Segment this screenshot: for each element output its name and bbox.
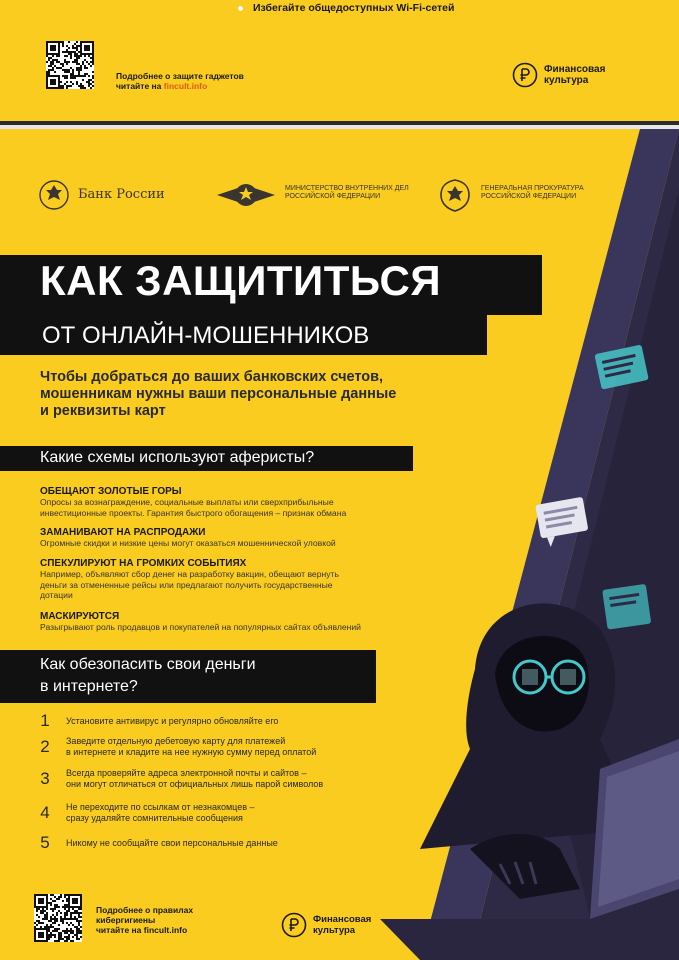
scheme-item	[40, 527, 470, 549]
scheme-title: ЗАМАНИВАЮТ НА РАСПРОДАЖИ	[40, 527, 206, 538]
step-number: 2	[40, 737, 50, 756]
qr-code-icon[interactable]	[34, 894, 82, 942]
page-subtitle: ОТ ОНЛАЙН-МОШЕННИКОВ	[42, 322, 370, 349]
fincult-ruble-logo-icon	[281, 912, 307, 938]
bottom-more-line1: Подробнее о правилах	[96, 905, 194, 915]
page-title: КАК ЗАЩИТИТЬСЯ	[40, 257, 442, 304]
top-bullet-text: Избегайте общедоступных Wi-Fi-сетей	[253, 2, 455, 14]
step-item	[38, 802, 436, 824]
bottom-more-prefix: читайте на	[96, 925, 144, 935]
scheme-text-line: Например, объявляют сбор денег на разработку вакцин, обещают вернуть	[40, 569, 339, 579]
step-line: они могут отличаться от официальных лишь парой символов	[66, 779, 324, 789]
top-more-line2	[116, 81, 296, 91]
top-more-prefix: читайте на	[116, 81, 164, 91]
bottom-more-line2: кибергигиены	[96, 915, 156, 925]
mvd-line2: РОССИЙСКОЙ ФЕДЕРАЦИИ	[285, 193, 381, 200]
top-more-info	[116, 71, 296, 91]
scheme-text-line: Разыгрывают роль продавцов и покупателей на популярных сайтах объявлений	[40, 622, 361, 632]
step-line: Никому не сообщайте свои персональные данные	[66, 837, 278, 848]
prosecutor-emblem-icon	[437, 177, 473, 213]
qr-code-icon[interactable]	[46, 41, 94, 89]
step-text	[66, 768, 436, 790]
bottom-more-link[interactable]: fincult.info	[143, 925, 188, 935]
bottom-more-info	[96, 905, 256, 935]
step-text	[66, 802, 436, 824]
bank-of-russia-emblem-icon	[38, 179, 70, 211]
step-item	[38, 711, 436, 731]
mvd-emblem-icon	[215, 175, 277, 215]
step-item	[38, 768, 436, 790]
step-number: 3	[40, 769, 50, 788]
mvd-line1: МИНИСТЕРСТВО ВНУТРЕННИХ ДЕЛ	[285, 185, 409, 192]
step-text	[66, 716, 436, 727]
safety-heading-line1: Как обезопасить свои деньги	[40, 656, 256, 673]
scheme-text-line: Опросы за вознаграждение, социальные выплаты или сверхприбыльные	[40, 497, 334, 507]
safety-heading-line2: в интернете?	[40, 678, 138, 695]
step-line: сразу удаляйте сомнительные сообщения	[66, 813, 243, 823]
bullet-dot	[238, 6, 243, 11]
poster	[0, 129, 679, 960]
bottom-brand-line1: Финансовая	[313, 914, 372, 925]
step-number: 5	[40, 833, 50, 852]
scheme-item	[40, 558, 470, 601]
top-brand-line2: культура	[544, 75, 589, 86]
step-line: Установите антивирус и регулярно обновляйте его	[66, 715, 279, 726]
step-line: Всегда проверяйте адреса электронной почты и сайтов –	[66, 768, 307, 778]
scheme-title: СПЕКУЛИРУЮТ НА ГРОМКИХ СОБЫТИЯХ	[40, 558, 247, 569]
scheme-title: МАСКИРУЮТСЯ	[40, 611, 120, 622]
scheme-title: ОБЕЩАЮТ ЗОЛОТЫЕ ГОРЫ	[40, 486, 182, 497]
scheme-text-line: инвестиционные проекты. Гарантия быстрого обогащения – признак обмана	[40, 507, 347, 518]
top-more-link[interactable]: fincult.info	[163, 81, 208, 91]
top-more-line1: Подробнее о защите гаджетов	[116, 71, 244, 81]
previous-page-strip	[0, 0, 679, 121]
step-line: Не переходите по ссылкам от незнакомцев –	[66, 802, 255, 812]
bottom-more-line3	[96, 925, 256, 935]
top-brand-name	[544, 64, 624, 86]
top-brand-line1: Финансовая	[544, 64, 606, 75]
gp-line1: ГЕНЕРАЛЬНАЯ ПРОКУРАТУРА	[481, 185, 584, 192]
intro-line3: и реквизиты карт	[40, 403, 166, 419]
scheme-text-line: деньги за отмененные рейсы или предлагают получить государственные	[40, 579, 333, 590]
mvd-name	[285, 185, 425, 201]
step-number: 4	[40, 803, 50, 822]
bottom-brand-name	[313, 915, 393, 936]
intro-line1: Чтобы добраться до ваших банковских счетов,	[40, 369, 384, 385]
gp-line2: РОССИЙСКОЙ ФЕДЕРАЦИИ	[481, 193, 577, 200]
step-number: 1	[40, 711, 50, 730]
step-line: в интернете и кладите на нее нужную сумму перед оплатой	[66, 747, 317, 757]
step-text	[66, 736, 436, 758]
fincult-ruble-logo-icon	[512, 62, 538, 88]
scheme-text-line: дотации	[40, 590, 73, 600]
scheme-item	[40, 486, 470, 518]
step-item	[38, 833, 436, 853]
safety-heading	[40, 654, 380, 698]
document-card-icon	[602, 584, 651, 630]
bank-of-russia-name: Банк России	[78, 187, 165, 202]
prosecutor-name	[481, 185, 611, 201]
bottom-brand-line2: культура	[313, 924, 356, 936]
intro-text	[40, 369, 490, 420]
scheme-item	[40, 611, 470, 633]
scheme-text-line: Огромные скидки и низкие цены могут оказаться мошеннической уловкой	[40, 538, 336, 548]
step-item	[38, 736, 436, 758]
intro-line2: мошенникам нужны ваши персональные данные	[40, 386, 397, 402]
step-line: Заведите отдельную дебетовую карту для платежей	[66, 736, 286, 746]
schemes-heading: Какие схемы используют аферисты?	[40, 449, 315, 466]
step-text	[66, 838, 436, 849]
